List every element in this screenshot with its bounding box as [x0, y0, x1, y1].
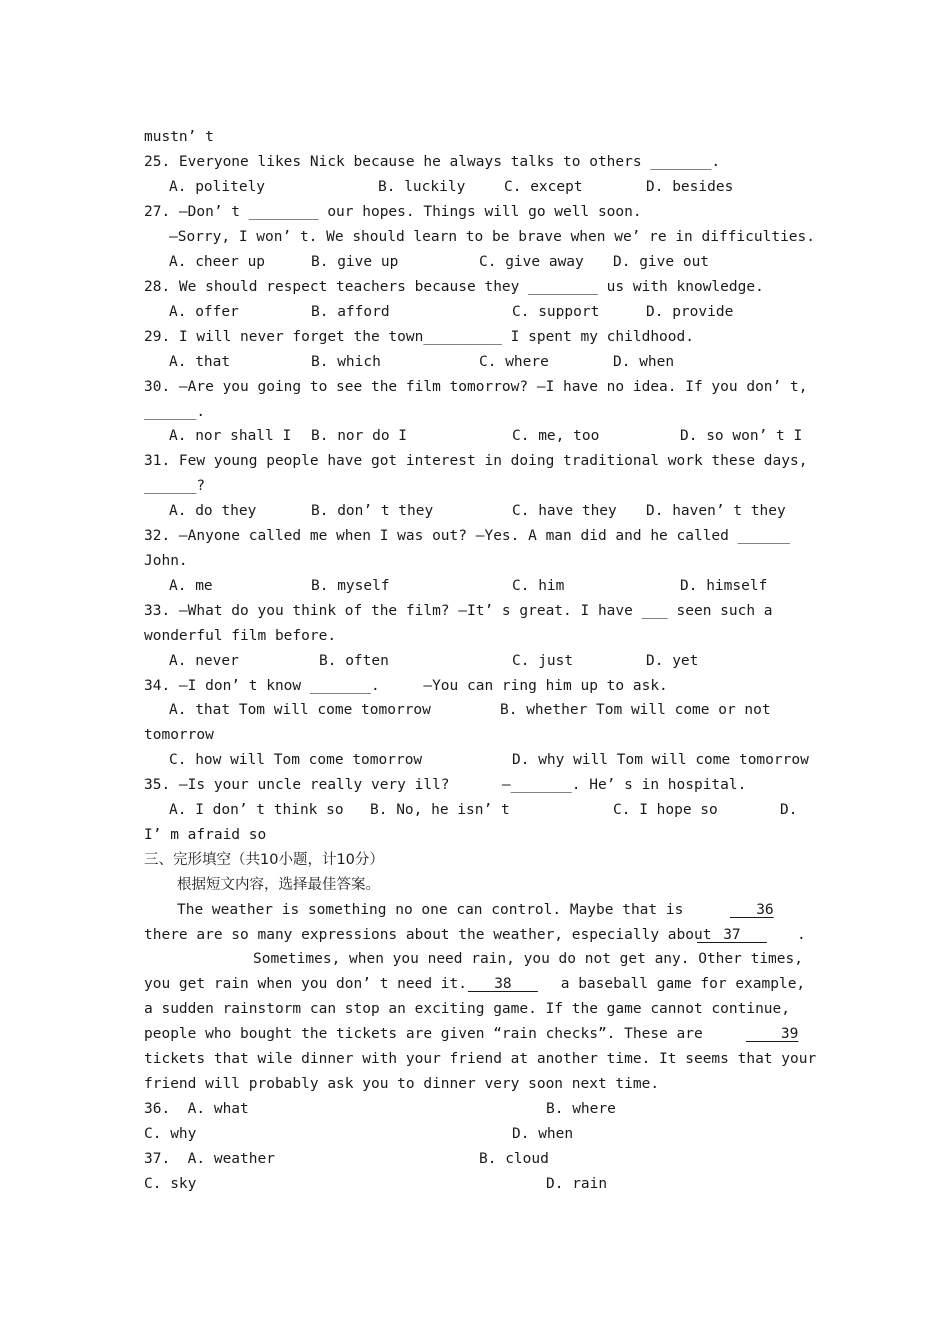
q27-option-d: D. give out — [613, 254, 710, 270]
passage-line-8: friend will probably ask you to dinner very soon next time. — [144, 1076, 660, 1092]
passage-line-2: there are so many expressions about the weather, especially about — [144, 927, 712, 943]
q35-stem: 35. —Is your uncle really very ill? —_______. He’ s in hospital. — [144, 777, 747, 793]
q36-option-b: B. where — [546, 1101, 616, 1117]
q31-stem-line2: ______? — [144, 478, 206, 494]
passage-line-7: tickets that wile dinner with your friend at another time. It seems that your — [144, 1051, 817, 1067]
q29-option-a: A. that — [169, 354, 231, 370]
q36-option-a: 36. A. what — [144, 1101, 249, 1117]
q34-option-c: C. how will Tom come tomorrow — [169, 752, 423, 768]
q35-option-c: C. I hope so — [613, 802, 718, 818]
q27-stem: 27. —Don’ t ________ our hopes. Things will go well soon. — [144, 204, 642, 220]
q36-option-c: C. why — [144, 1126, 197, 1142]
passage-line-4a: you get rain when you don’ t need it. — [144, 976, 468, 992]
q27-option-a: A. cheer up — [169, 254, 266, 270]
q35-option-b: B. No, he isn’ t — [370, 802, 510, 818]
q31-option-d: D. haven’ t they — [646, 503, 786, 519]
passage-line-1: The weather is something no one can control. Maybe that is — [177, 902, 684, 918]
section3-instruction: 根据短文内容，选择最佳答案。 — [177, 877, 380, 893]
blank-39: 39 — [746, 1026, 799, 1042]
q25-option-d: D. besides — [646, 179, 734, 195]
blank-37: 37 — [697, 927, 767, 943]
q32-stem-line2: John. — [144, 553, 188, 569]
q30-stem-line2: ______. — [144, 404, 206, 420]
q34-stem: 34. —I don’ t know _______. —You can ring him up to ask. — [144, 678, 668, 694]
q31-stem: 31. Few young people have got interest in doing traditional work these days, — [144, 453, 808, 469]
q33-option-a: A. never — [169, 653, 239, 669]
q32-option-c: C. him — [512, 578, 565, 594]
q36-option-d: D. when — [512, 1126, 574, 1142]
q37-option-b: B. cloud — [479, 1151, 549, 1167]
q29-option-b: B. which — [311, 354, 381, 370]
q37-option-c: C. sky — [144, 1176, 197, 1192]
q30-option-d: D. so won’ t I — [680, 428, 803, 444]
q34-option-d: D. why will Tom will come tomorrow — [512, 752, 809, 768]
q29-option-c: C. where — [479, 354, 549, 370]
passage-line-5: a sudden rainstorm can stop an exciting game. If the game cannot continue, — [144, 1001, 791, 1017]
q34-option-b-cont: tomorrow — [144, 727, 214, 743]
q25-stem: 25. Everyone likes Nick because he always talks to others _______. — [144, 154, 721, 170]
q28-option-b: B. afford — [311, 304, 390, 320]
q25-option-a: A. politely — [169, 179, 266, 195]
q31-option-a: A. do they — [169, 503, 257, 519]
q29-stem: 29. I will never forget the town_________ I spent my childhood. — [144, 329, 694, 345]
q32-option-d: D. himself — [680, 578, 768, 594]
q31-option-b: B. don’ t they — [311, 503, 434, 519]
q27-option-b: B. give up — [311, 254, 399, 270]
passage-line-3: Sometimes, when you need rain, you do not get any. Other times, — [253, 951, 803, 967]
blank-36: 36 — [730, 902, 774, 918]
q32-option-b: B. myself — [311, 578, 390, 594]
q34-option-a: A. that Tom will come tomorrow — [169, 702, 431, 718]
q31-option-c: C. have they — [512, 503, 617, 519]
q28-stem: 28. We should respect teachers because they ________ us with knowledge. — [144, 279, 764, 295]
q35-option-d-cont: I’ m afraid so — [144, 827, 267, 843]
passage-line-6: people who bought the tickets are given “rain checks”. These are — [144, 1026, 703, 1042]
q33-stem-line2: wonderful film before. — [144, 628, 337, 644]
q34-option-b: B. whether Tom will come or not — [500, 702, 771, 718]
q28-option-d: D. provide — [646, 304, 734, 320]
passage-line-4b: a baseball game for example, — [552, 976, 806, 992]
q35-option-a: A. I don’ t think so — [169, 802, 344, 818]
q30-option-b: B. nor do I — [311, 428, 408, 444]
q33-option-c: C. just — [512, 653, 574, 669]
section3-heading: 三、完形填空（共10小题，计10分） — [144, 852, 384, 868]
q32-option-a: A. me — [169, 578, 213, 594]
q28-option-c: C. support — [512, 304, 600, 320]
q29-option-d: D. when — [613, 354, 675, 370]
q37-option-d: D. rain — [546, 1176, 608, 1192]
q25-option-c: C. except — [504, 179, 583, 195]
q27-stem-line2: —Sorry, I won’ t. We should learn to be brave when we’ re in difficulties. — [169, 229, 816, 245]
q33-stem: 33. —What do you think of the film? —It’ s great. I have ___ seen such a — [144, 603, 773, 619]
q33-option-b: B. often — [319, 653, 389, 669]
q30-option-c: C. me, too — [512, 428, 600, 444]
q27-option-c: C. give away — [479, 254, 584, 270]
q33-option-d: D. yet — [646, 653, 699, 669]
q30-option-a: A. nor shall I — [169, 428, 292, 444]
q32-stem: 32. —Anyone called me when I was out? —Yes. A man did and he called ______ — [144, 528, 791, 544]
passage-line-2-end: . — [797, 927, 806, 943]
q37-option-a: 37. A. weather — [144, 1151, 275, 1167]
q25-option-b: B. luckily — [378, 179, 466, 195]
q35-option-d: D. — [780, 802, 798, 818]
blank-38: 38 — [468, 976, 538, 992]
q30-stem: 30. —Are you going to see the film tomorrow? —I have no idea. If you don’ t, — [144, 379, 808, 395]
q28-option-a: A. offer — [169, 304, 239, 320]
top-fragment: mustn’ t — [144, 129, 214, 145]
